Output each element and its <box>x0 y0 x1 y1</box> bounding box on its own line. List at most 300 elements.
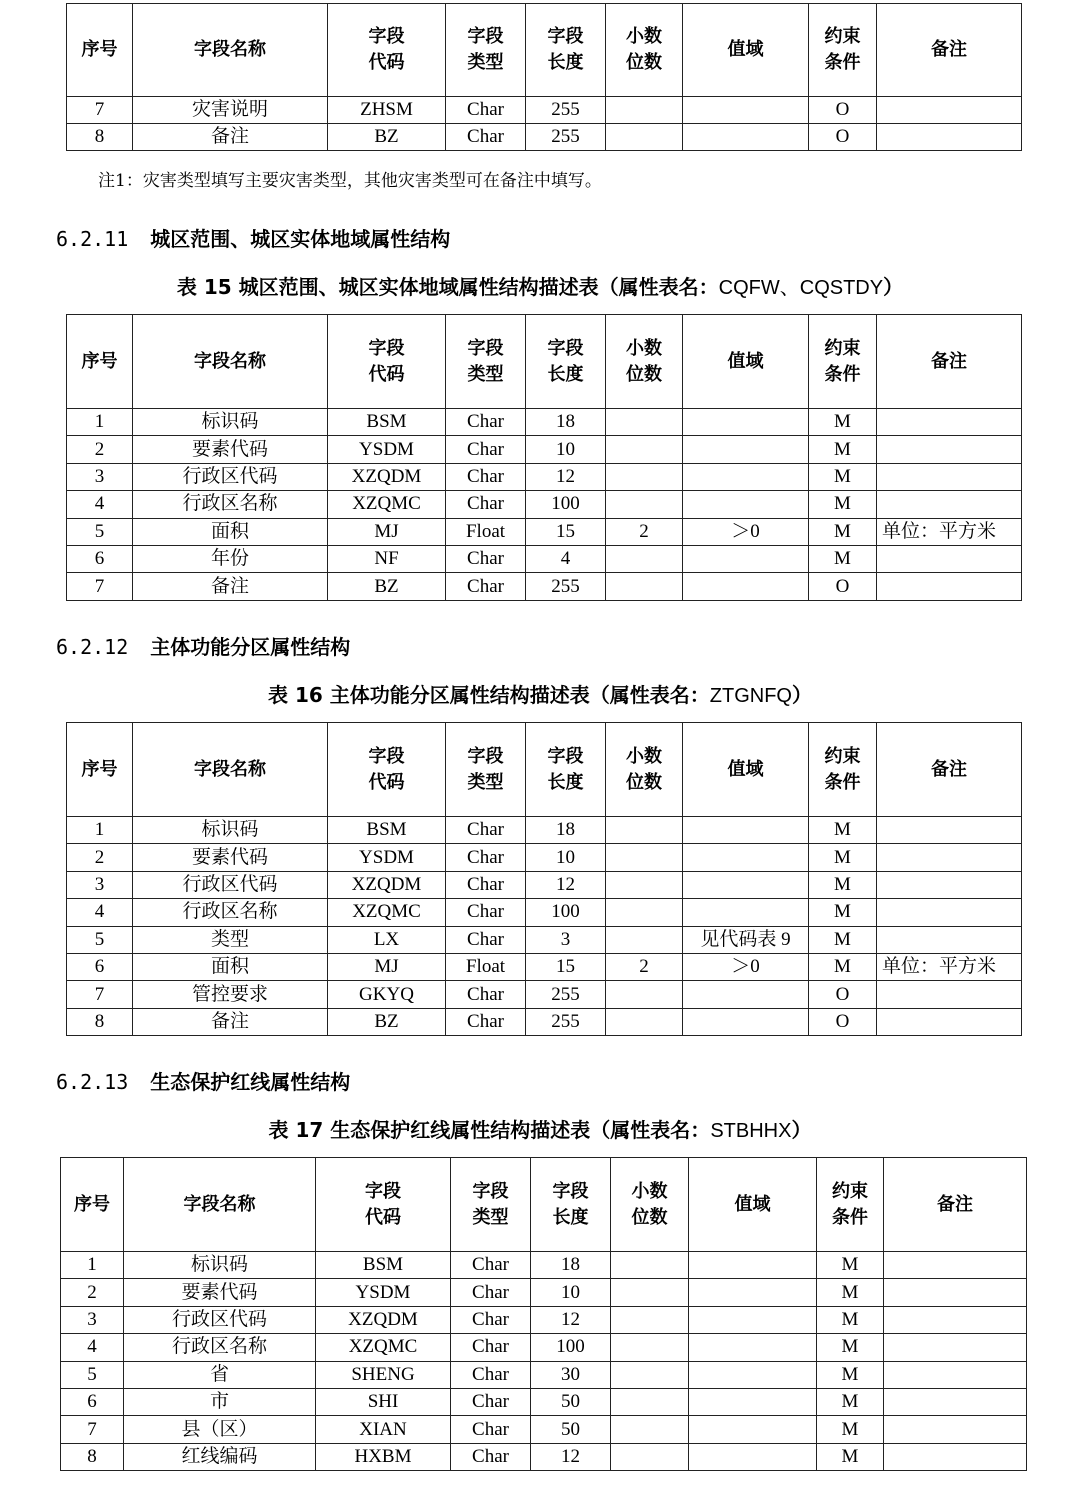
cell-seq: 5 <box>67 518 133 545</box>
cell-field-length: 255 <box>526 573 606 600</box>
cell-decimals <box>606 97 683 124</box>
table-body <box>67 97 1022 151</box>
cell-seq: 4 <box>67 491 133 518</box>
cell-decimals <box>611 1416 689 1443</box>
cell-constraint: M <box>809 545 877 572</box>
cell-remark <box>884 1252 1027 1279</box>
cell-decimals <box>611 1252 689 1279</box>
cell-field-length: 12 <box>526 871 606 898</box>
cell-constraint: O <box>809 1008 877 1035</box>
cell-range <box>683 899 809 926</box>
cell-field-length: 50 <box>531 1416 611 1443</box>
cell-remark <box>877 817 1022 844</box>
table-row <box>67 124 1022 151</box>
cell-range <box>689 1306 817 1333</box>
section-heading-6-2-13: 6.2.13 生态保护红线属性结构 <box>56 1070 351 1094</box>
cell-field-type: Char <box>446 573 526 600</box>
cell-field-name: 行政区代码 <box>124 1306 316 1333</box>
cell-remark <box>877 409 1022 436</box>
cell-range <box>683 817 809 844</box>
cell-field-code: XZQMC <box>328 899 446 926</box>
cell-field-name: 行政区名称 <box>133 491 328 518</box>
cell-remark <box>877 463 1022 490</box>
cell-range <box>683 491 809 518</box>
cell-field-length: 18 <box>526 409 606 436</box>
cell-field-length: 50 <box>531 1388 611 1415</box>
table-16 <box>66 722 1022 1036</box>
header-decimals: 小数 位数 <box>611 1158 689 1252</box>
cell-field-length: 255 <box>526 97 606 124</box>
cell-decimals <box>606 409 683 436</box>
cell-remark <box>884 1443 1027 1470</box>
cell-seq: 8 <box>67 124 133 151</box>
header-code: 字段 代码 <box>328 4 446 97</box>
table-row <box>61 1252 1027 1279</box>
cell-field-type: Char <box>446 545 526 572</box>
cell-constraint: M <box>817 1252 884 1279</box>
cell-field-code: GKYQ <box>328 981 446 1008</box>
cell-field-type: Char <box>451 1306 531 1333</box>
cell-field-name: 面积 <box>133 953 328 980</box>
table-row <box>67 491 1022 518</box>
cell-field-code: MJ <box>328 518 446 545</box>
cell-range <box>689 1279 817 1306</box>
cell-remark <box>884 1361 1027 1388</box>
cell-range <box>683 97 809 124</box>
header-code: 字段 代码 <box>328 315 446 409</box>
cell-decimals <box>606 124 683 151</box>
cell-field-length: 18 <box>526 817 606 844</box>
cell-field-length: 18 <box>531 1252 611 1279</box>
cell-field-name: 标识码 <box>133 409 328 436</box>
header-constraint: 约束 条件 <box>809 4 877 97</box>
cell-field-type: Char <box>446 491 526 518</box>
table-row <box>61 1416 1027 1443</box>
header-range: 值域 <box>683 723 809 817</box>
cell-field-type: Char <box>446 124 526 151</box>
header-length: 字段 长度 <box>526 4 606 97</box>
cell-field-type: Char <box>446 899 526 926</box>
table-row <box>67 573 1022 600</box>
cell-field-name: 备注 <box>133 124 328 151</box>
cell-field-name: 行政区代码 <box>133 871 328 898</box>
cell-constraint: M <box>817 1388 884 1415</box>
cell-field-name: 备注 <box>133 573 328 600</box>
cell-field-length: 100 <box>526 899 606 926</box>
cell-range <box>683 545 809 572</box>
cell-field-length: 12 <box>531 1306 611 1333</box>
table-row <box>67 1008 1022 1035</box>
cell-constraint: M <box>817 1334 884 1361</box>
cell-constraint: M <box>809 926 877 953</box>
cell-field-code: BSM <box>328 817 446 844</box>
cell-field-name: 备注 <box>133 1008 328 1035</box>
header-code: 字段 代码 <box>328 723 446 817</box>
table-17-caption: 表 17 生态保护红线属性结构描述表（属性表名：STBHHX） <box>268 1118 812 1142</box>
cell-field-type: Char <box>446 844 526 871</box>
header-decimals: 小数 位数 <box>606 723 683 817</box>
cell-range <box>689 1252 817 1279</box>
header-length: 字段 长度 <box>526 315 606 409</box>
cell-constraint: M <box>809 409 877 436</box>
cell-constraint: M <box>809 817 877 844</box>
cell-field-code: NF <box>328 545 446 572</box>
cell-constraint: M <box>809 463 877 490</box>
cell-field-name: 行政区代码 <box>133 463 328 490</box>
cell-field-name: 县（区） <box>124 1416 316 1443</box>
cell-constraint: M <box>817 1443 884 1470</box>
header-seq: 序号 <box>67 315 133 409</box>
cell-field-code: BSM <box>316 1252 451 1279</box>
table-row <box>61 1361 1027 1388</box>
cell-remark <box>877 844 1022 871</box>
cell-field-length: 4 <box>526 545 606 572</box>
table-row <box>67 899 1022 926</box>
cell-constraint: M <box>809 491 877 518</box>
cell-field-name: 行政区名称 <box>133 899 328 926</box>
cell-field-code: ZHSM <box>328 97 446 124</box>
header-type: 字段 类型 <box>451 1158 531 1252</box>
cell-decimals <box>606 491 683 518</box>
table-17 <box>60 1157 1027 1471</box>
cell-range <box>683 124 809 151</box>
cell-field-code: XZQMC <box>316 1334 451 1361</box>
cell-remark <box>877 899 1022 926</box>
cell-field-code: BZ <box>328 573 446 600</box>
cell-decimals <box>606 573 683 600</box>
cell-field-code: XIAN <box>316 1416 451 1443</box>
cell-constraint: M <box>817 1361 884 1388</box>
header-code: 字段 代码 <box>316 1158 451 1252</box>
header-remark: 备注 <box>877 723 1022 817</box>
cell-range <box>683 573 809 600</box>
header-length: 字段 长度 <box>531 1158 611 1252</box>
header-name: 字段名称 <box>133 723 328 817</box>
section-heading-6-2-12: 6.2.12 主体功能分区属性结构 <box>56 635 351 659</box>
header-seq: 序号 <box>67 4 133 97</box>
cell-seq: 5 <box>67 926 133 953</box>
cell-field-length: 15 <box>526 953 606 980</box>
header-decimals: 小数 位数 <box>606 315 683 409</box>
table-row <box>61 1334 1027 1361</box>
cell-field-code: BSM <box>328 409 446 436</box>
header-seq: 序号 <box>67 723 133 817</box>
cell-decimals <box>606 436 683 463</box>
cell-remark <box>877 97 1022 124</box>
cell-field-name: 面积 <box>133 518 328 545</box>
header-length: 字段 长度 <box>526 723 606 817</box>
cell-seq: 7 <box>67 981 133 1008</box>
cell-range <box>683 463 809 490</box>
cell-decimals <box>606 926 683 953</box>
cell-remark <box>877 981 1022 1008</box>
table-row <box>67 871 1022 898</box>
table-row <box>61 1306 1027 1333</box>
cell-constraint: M <box>817 1306 884 1333</box>
table-body <box>67 817 1022 1036</box>
header-decimals: 小数 位数 <box>606 4 683 97</box>
table-row <box>67 926 1022 953</box>
cell-range <box>689 1443 817 1470</box>
cell-field-type: Float <box>446 518 526 545</box>
cell-seq: 4 <box>67 899 133 926</box>
table-14-continued <box>66 3 1022 151</box>
cell-field-name: 标识码 <box>124 1252 316 1279</box>
cell-field-name: 年份 <box>133 545 328 572</box>
cell-constraint: M <box>809 518 877 545</box>
cell-field-name: 管控要求 <box>133 981 328 1008</box>
table-header <box>67 315 1022 409</box>
cell-field-type: Char <box>446 409 526 436</box>
cell-field-length: 10 <box>526 844 606 871</box>
table-row <box>61 1279 1027 1306</box>
cell-range <box>683 409 809 436</box>
header-range: 值域 <box>689 1158 817 1252</box>
cell-decimals <box>606 463 683 490</box>
cell-constraint: M <box>817 1279 884 1306</box>
cell-field-length: 255 <box>526 1008 606 1035</box>
cell-field-code: XZQDM <box>316 1306 451 1333</box>
cell-range <box>683 871 809 898</box>
table-body <box>61 1252 1027 1471</box>
table-16-caption: 表 16 主体功能分区属性结构描述表（属性表名：ZTGNFQ） <box>268 683 812 707</box>
table-header <box>67 4 1022 97</box>
cell-field-name: 要素代码 <box>133 436 328 463</box>
cell-remark: 单位：平方米 <box>877 518 1022 545</box>
cell-range <box>689 1361 817 1388</box>
cell-decimals: 2 <box>606 953 683 980</box>
cell-decimals <box>611 1334 689 1361</box>
table-row <box>67 545 1022 572</box>
cell-seq: 4 <box>61 1334 124 1361</box>
cell-field-name: 市 <box>124 1388 316 1415</box>
cell-seq: 7 <box>61 1416 124 1443</box>
table-row <box>67 844 1022 871</box>
cell-decimals <box>611 1443 689 1470</box>
cell-field-type: Char <box>451 1416 531 1443</box>
cell-field-length: 12 <box>531 1443 611 1470</box>
cell-range: ＞0 <box>683 518 809 545</box>
cell-field-name: 标识码 <box>133 817 328 844</box>
cell-field-code: XZQDM <box>328 871 446 898</box>
cell-remark <box>877 491 1022 518</box>
header-remark: 备注 <box>877 315 1022 409</box>
table-row <box>61 1388 1027 1415</box>
cell-remark <box>884 1416 1027 1443</box>
cell-field-code: LX <box>328 926 446 953</box>
cell-field-name: 要素代码 <box>124 1279 316 1306</box>
cell-field-length: 10 <box>526 436 606 463</box>
cell-constraint: O <box>809 981 877 1008</box>
cell-field-type: Char <box>446 1008 526 1035</box>
cell-range: ＞0 <box>683 953 809 980</box>
cell-remark <box>877 871 1022 898</box>
header-range: 值域 <box>683 4 809 97</box>
table-15 <box>66 314 1022 601</box>
cell-remark <box>884 1279 1027 1306</box>
cell-decimals <box>611 1306 689 1333</box>
cell-field-code: SHENG <box>316 1361 451 1388</box>
cell-field-code: MJ <box>328 953 446 980</box>
table-row <box>67 817 1022 844</box>
header-constraint: 约束 条件 <box>809 315 877 409</box>
cell-field-name: 灾害说明 <box>133 97 328 124</box>
cell-decimals <box>606 871 683 898</box>
cell-field-type: Char <box>451 1334 531 1361</box>
cell-seq: 8 <box>67 1008 133 1035</box>
cell-decimals <box>611 1388 689 1415</box>
cell-seq: 5 <box>61 1361 124 1388</box>
cell-field-length: 12 <box>526 463 606 490</box>
table-row <box>67 436 1022 463</box>
cell-field-length: 100 <box>531 1334 611 1361</box>
cell-range <box>689 1388 817 1415</box>
header-type: 字段 类型 <box>446 315 526 409</box>
cell-field-code: HXBM <box>316 1443 451 1470</box>
cell-seq: 1 <box>67 817 133 844</box>
cell-field-length: 15 <box>526 518 606 545</box>
cell-field-type: Char <box>446 817 526 844</box>
cell-constraint: M <box>809 899 877 926</box>
cell-seq: 3 <box>67 463 133 490</box>
cell-range <box>683 1008 809 1035</box>
cell-decimals <box>606 817 683 844</box>
cell-field-type: Float <box>446 953 526 980</box>
cell-seq: 6 <box>67 953 133 980</box>
cell-constraint: O <box>809 97 877 124</box>
cell-field-type: Char <box>446 981 526 1008</box>
cell-remark <box>877 124 1022 151</box>
cell-seq: 1 <box>67 409 133 436</box>
table-15-caption: 表 15 城区范围、城区实体地域属性结构描述表（属性表名：CQFW、CQSTDY） <box>176 275 904 299</box>
header-type: 字段 类型 <box>446 723 526 817</box>
header-type: 字段 类型 <box>446 4 526 97</box>
cell-constraint: M <box>817 1416 884 1443</box>
cell-field-length: 10 <box>531 1279 611 1306</box>
table-row <box>67 518 1022 545</box>
table-header <box>67 723 1022 817</box>
table-row <box>67 953 1022 980</box>
cell-seq: 2 <box>67 844 133 871</box>
cell-remark <box>877 926 1022 953</box>
cell-field-type: Char <box>446 436 526 463</box>
cell-seq: 8 <box>61 1443 124 1470</box>
cell-range <box>689 1416 817 1443</box>
cell-field-type: Char <box>451 1279 531 1306</box>
header-name: 字段名称 <box>133 4 328 97</box>
cell-field-code: YSDM <box>328 844 446 871</box>
cell-decimals <box>606 899 683 926</box>
cell-field-name: 类型 <box>133 926 328 953</box>
cell-seq: 3 <box>61 1306 124 1333</box>
header-name: 字段名称 <box>133 315 328 409</box>
cell-field-length: 100 <box>526 491 606 518</box>
cell-field-name: 行政区名称 <box>124 1334 316 1361</box>
cell-seq: 7 <box>67 573 133 600</box>
cell-field-type: Char <box>451 1443 531 1470</box>
cell-field-type: Char <box>446 463 526 490</box>
cell-remark <box>884 1388 1027 1415</box>
table-body <box>67 409 1022 601</box>
cell-constraint: M <box>809 844 877 871</box>
cell-field-name: 要素代码 <box>133 844 328 871</box>
table-header <box>61 1158 1027 1252</box>
header-constraint: 约束 条件 <box>809 723 877 817</box>
cell-field-code: YSDM <box>328 436 446 463</box>
cell-remark <box>884 1334 1027 1361</box>
cell-remark <box>884 1306 1027 1333</box>
cell-remark: 单位：平方米 <box>877 953 1022 980</box>
cell-field-type: Char <box>446 926 526 953</box>
cell-field-code: BZ <box>328 1008 446 1035</box>
cell-field-name: 红线编码 <box>124 1443 316 1470</box>
table-row <box>61 1443 1027 1470</box>
cell-field-code: SHI <box>316 1388 451 1415</box>
cell-seq: 7 <box>67 97 133 124</box>
cell-decimals <box>611 1361 689 1388</box>
cell-decimals <box>606 844 683 871</box>
cell-field-name: 省 <box>124 1361 316 1388</box>
cell-field-type: Char <box>446 97 526 124</box>
cell-decimals <box>611 1279 689 1306</box>
header-remark: 备注 <box>877 4 1022 97</box>
cell-remark <box>877 1008 1022 1035</box>
cell-seq: 3 <box>67 871 133 898</box>
cell-seq: 2 <box>67 436 133 463</box>
cell-range <box>683 844 809 871</box>
table-row <box>67 463 1022 490</box>
cell-field-length: 3 <box>526 926 606 953</box>
cell-seq: 1 <box>61 1252 124 1279</box>
table-row <box>67 409 1022 436</box>
header-remark: 备注 <box>884 1158 1027 1252</box>
cell-constraint: O <box>809 124 877 151</box>
cell-constraint: O <box>809 573 877 600</box>
cell-remark <box>877 436 1022 463</box>
cell-field-type: Char <box>451 1361 531 1388</box>
cell-range <box>683 981 809 1008</box>
cell-field-code: YSDM <box>316 1279 451 1306</box>
footnote: 注1：灾害类型填写主要灾害类型，其他灾害类型可在备注中填写。 <box>98 171 602 191</box>
header-constraint: 约束 条件 <box>817 1158 884 1252</box>
cell-range: 见代码表 9 <box>683 926 809 953</box>
cell-field-length: 255 <box>526 981 606 1008</box>
cell-field-type: Char <box>451 1388 531 1415</box>
cell-remark <box>877 573 1022 600</box>
cell-constraint: M <box>809 436 877 463</box>
cell-range <box>683 436 809 463</box>
cell-seq: 2 <box>61 1279 124 1306</box>
table-row <box>67 97 1022 124</box>
cell-seq: 6 <box>67 545 133 572</box>
cell-field-length: 255 <box>526 124 606 151</box>
cell-field-type: Char <box>451 1252 531 1279</box>
cell-decimals <box>606 545 683 572</box>
cell-field-type: Char <box>446 871 526 898</box>
cell-range <box>689 1334 817 1361</box>
cell-remark <box>877 545 1022 572</box>
cell-field-code: XZQDM <box>328 463 446 490</box>
header-seq: 序号 <box>61 1158 124 1252</box>
header-name: 字段名称 <box>124 1158 316 1252</box>
table-row <box>67 981 1022 1008</box>
cell-seq: 6 <box>61 1388 124 1415</box>
cell-decimals <box>606 1008 683 1035</box>
cell-field-code: BZ <box>328 124 446 151</box>
cell-constraint: M <box>809 871 877 898</box>
section-heading-6-2-11: 6.2.11 城区范围、城区实体地域属性结构 <box>56 227 451 251</box>
header-range: 值域 <box>683 315 809 409</box>
